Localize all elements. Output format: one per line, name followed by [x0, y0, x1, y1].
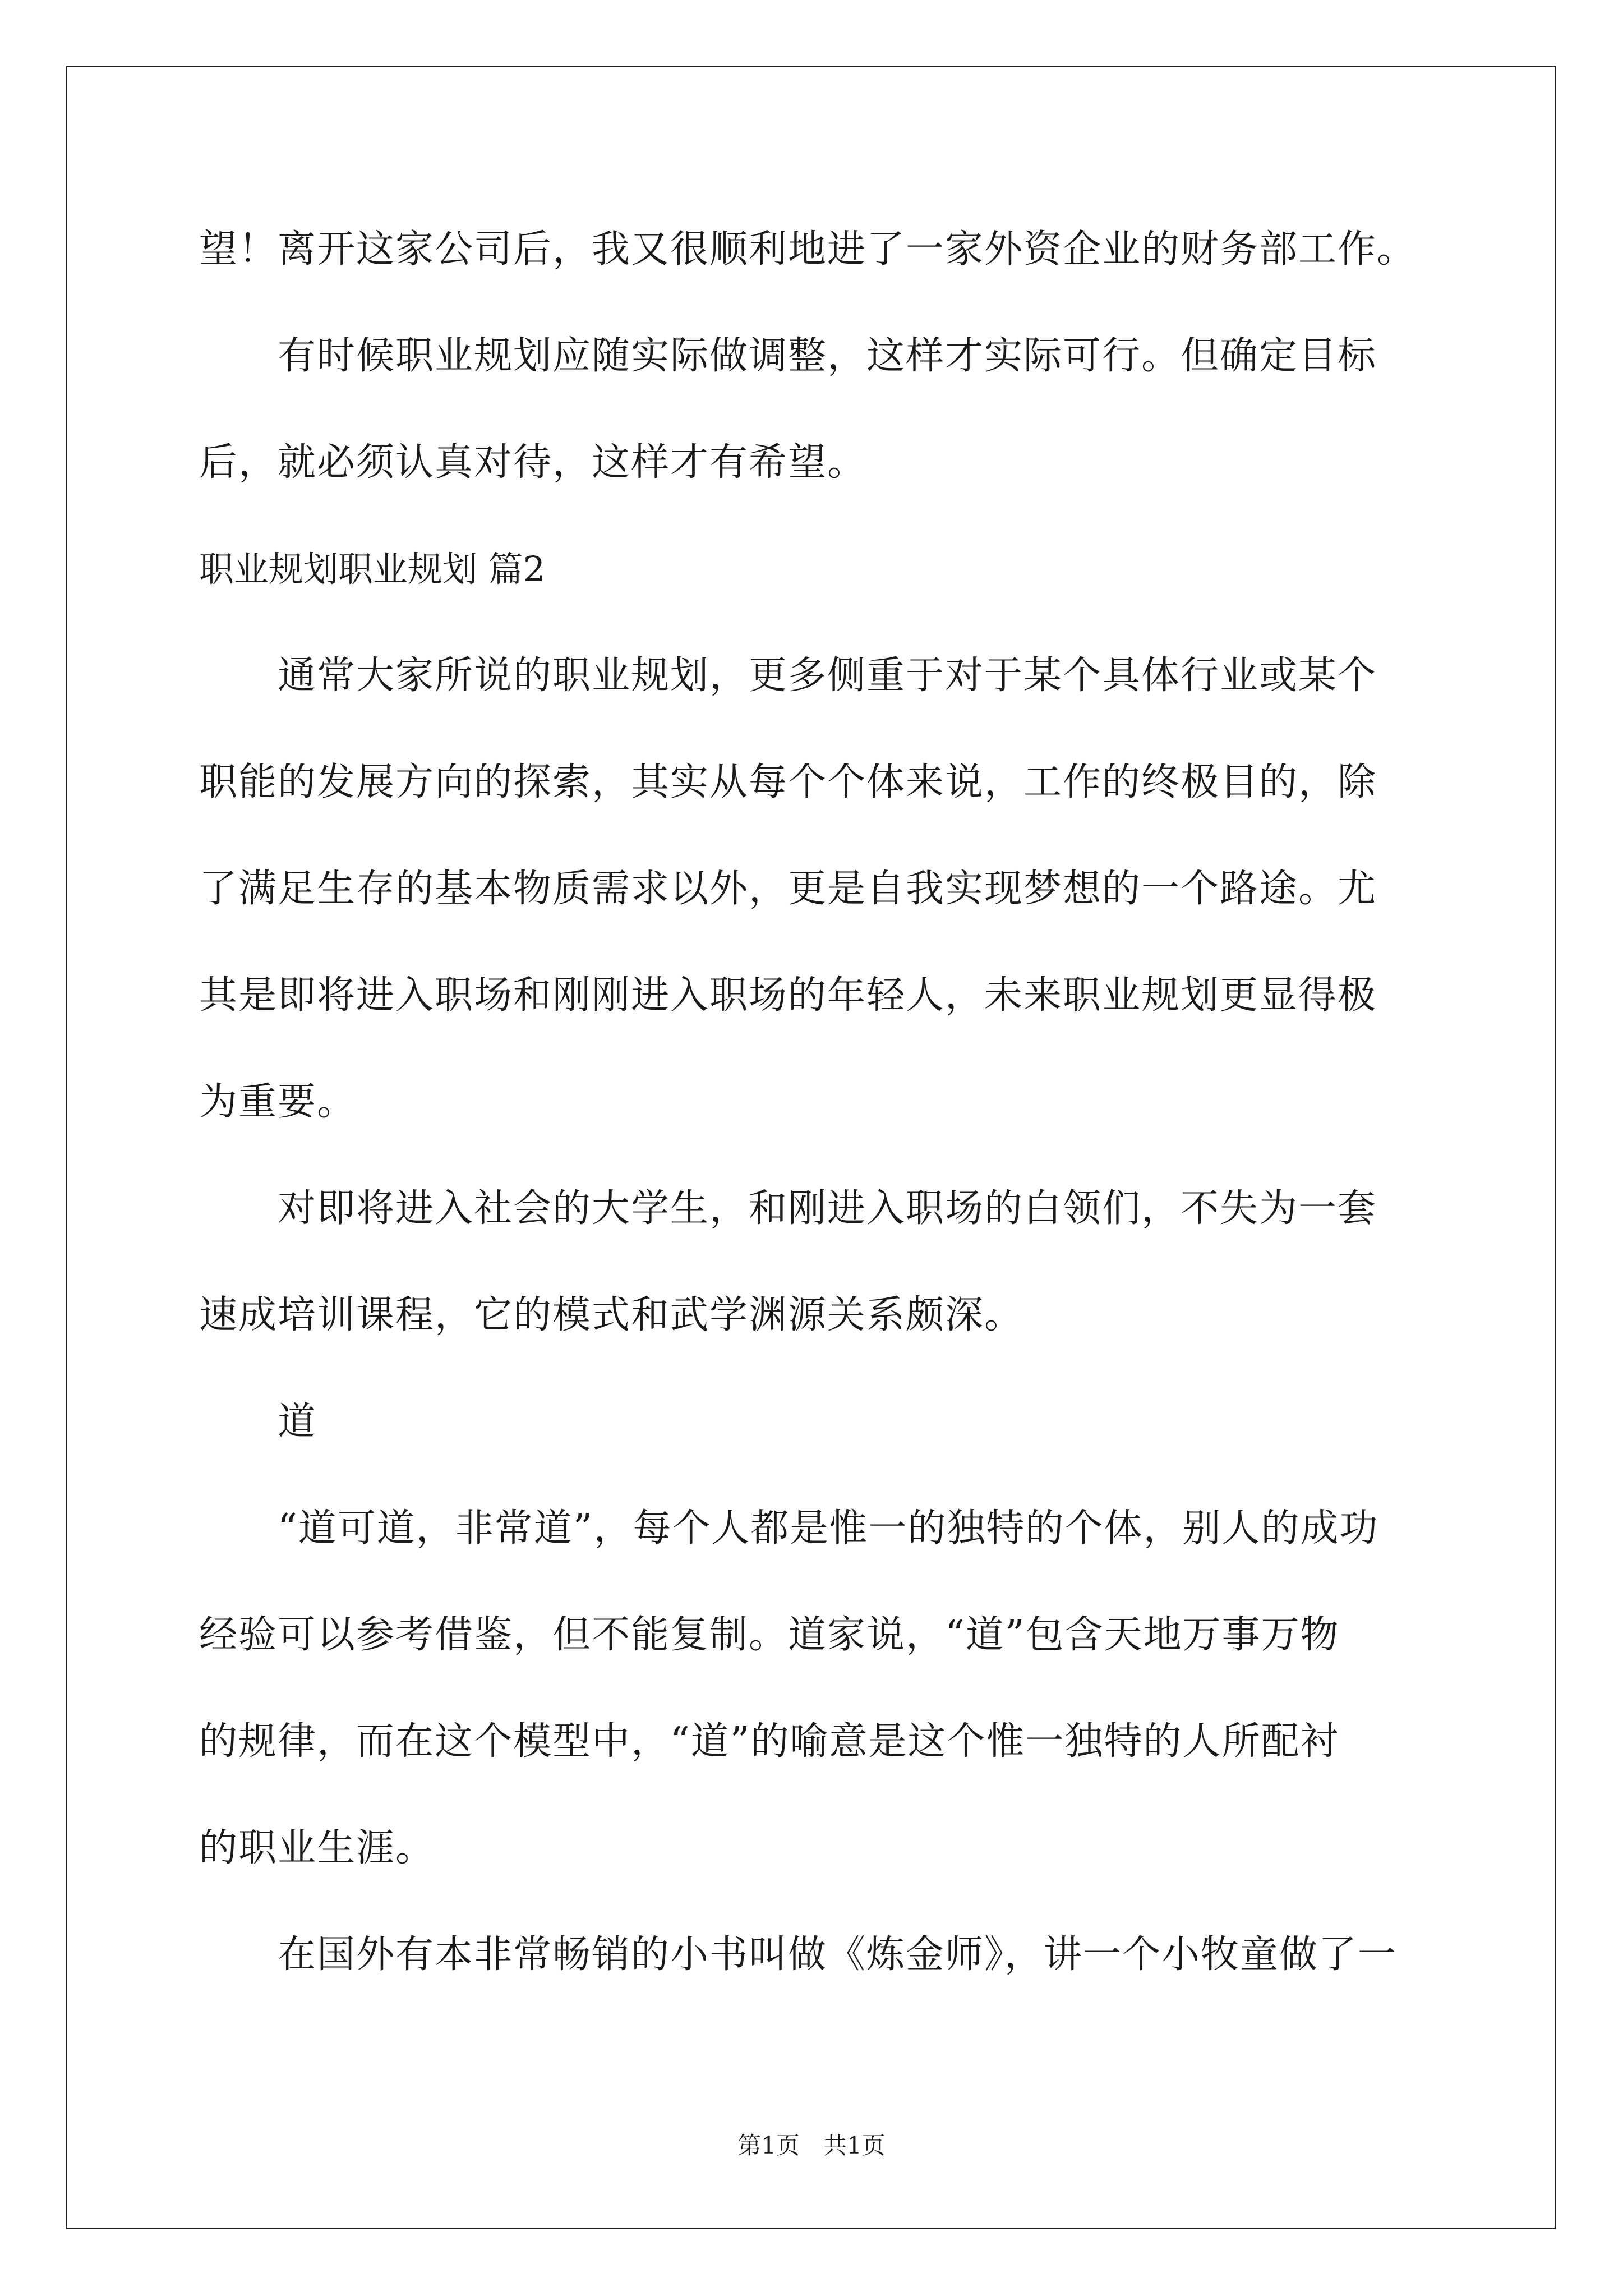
text-line: 望！离开这家公司后，我又很顺利地进了一家外资企业的财务部工作。 — [199, 227, 1417, 272]
text-line: 对即将进入社会的大学生，和刚进入职场的白领们，不失为一套 — [199, 1186, 1377, 1231]
text-line: 了满足生存的基本物质需求以外，更是自我实现梦想的一个路途。尤 — [199, 867, 1377, 911]
text-line: 经验可以参考借鉴，但不能复制。道家说，“道”包含天地万事万物 — [199, 1613, 1340, 1657]
text-line: 职能的发展方向的探索，其实从每个个体来说，工作的终极目的，除 — [199, 760, 1377, 804]
text-line: 后，就必须认真对待，这样才有希望。 — [199, 440, 867, 485]
text-line: “道可道，非常道”，每个人都是惟一的独特的个体，别人的成功 — [199, 1506, 1379, 1550]
text-line: 道 — [199, 1400, 317, 1444]
text-line: 的规律，而在这个模型中，“道”的喻意是这个惟一独特的人所配衬 — [199, 1719, 1340, 1764]
page-footer: 第1页 共1页 — [737, 2132, 886, 2159]
page-border — [66, 66, 1556, 2229]
section-heading: 职业规划职业规划 篇2 — [199, 549, 546, 590]
text-line: 其是即将进入职场和刚刚进入职场的年轻人，未来职业规划更显得极 — [199, 973, 1377, 1018]
text-line: 为重要。 — [199, 1080, 357, 1124]
text-line: 在国外有本非常畅销的小书叫做《炼金师》，讲一个小牧童做了一 — [199, 1932, 1398, 1977]
text-line: 速成培训课程，它的模式和武学渊源关系颇深。 — [199, 1293, 1024, 1337]
text-line: 通常大家所说的职业规划，更多侧重于对于某个具体行业或某个 — [199, 654, 1377, 698]
text-line: 有时候职业规划应随实际做调整，这样才实际可行。但确定目标 — [199, 334, 1377, 378]
text-line: 的职业生涯。 — [199, 1826, 435, 1870]
